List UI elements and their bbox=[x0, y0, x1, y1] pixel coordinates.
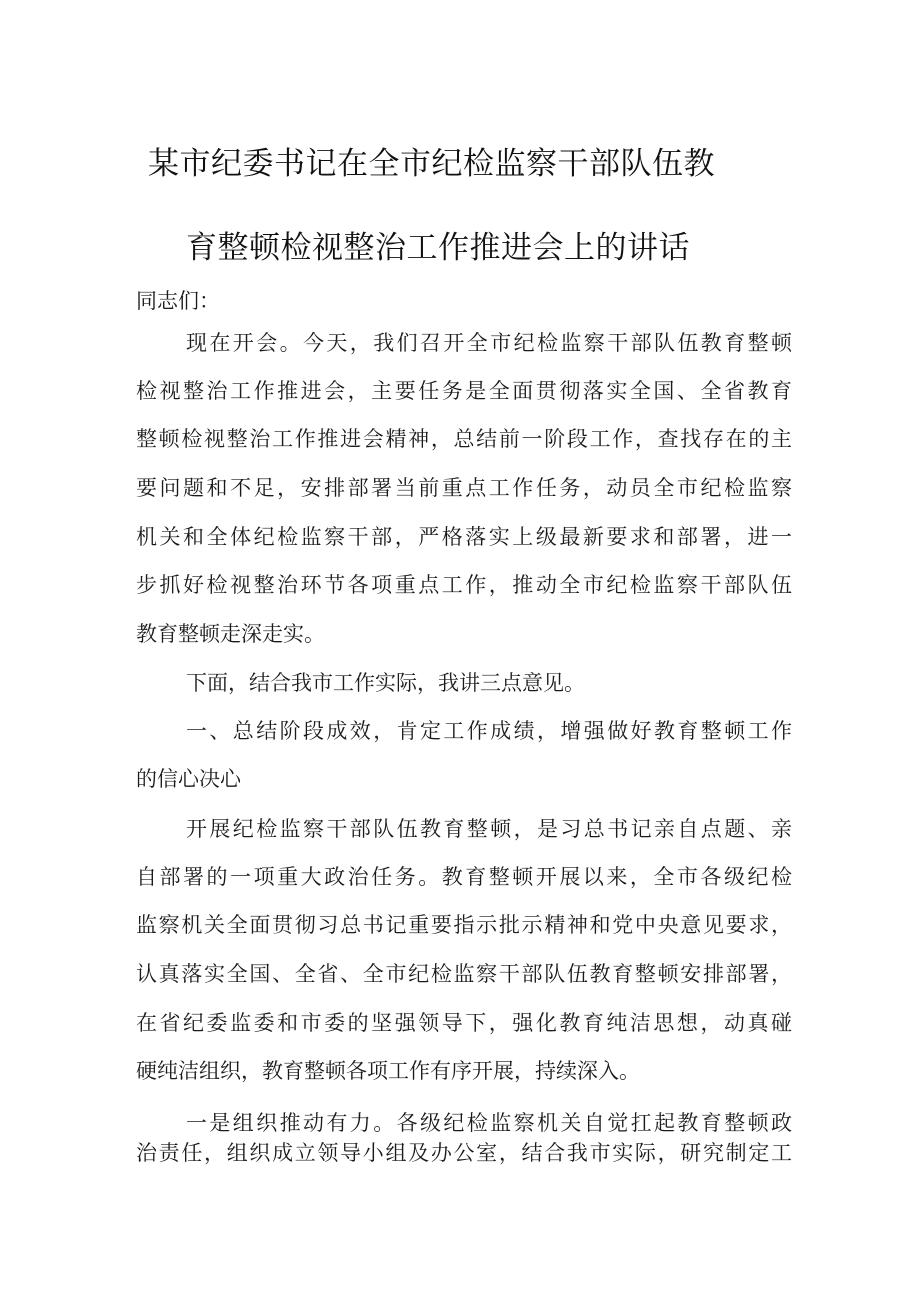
paragraph-line: 开展纪检监察干部队伍教育整顿，是习总书记亲自点题、亲 bbox=[186, 817, 792, 841]
paragraph-line: 硬纯洁组织，教育整顿各项工作有序开展，持续深入。 bbox=[136, 1059, 640, 1083]
paragraph-line: 步抓好检视整治环节各项重点工作，推动全市纪检监察干部队伍 bbox=[136, 573, 792, 597]
paragraph-line: 监察机关全面贯彻习总书记重要指示批示精神和党中央意见要求， bbox=[136, 913, 792, 937]
section-heading-line: 一、总结阶段成效，肯定工作成绩，增强做好教育整顿工作 bbox=[186, 719, 792, 743]
paragraph-line: 教育整顿走深走实。 bbox=[136, 622, 325, 646]
paragraph-line: 机关和全体纪检监察干部，严格落实上级最新要求和部署，进一 bbox=[136, 525, 792, 549]
section-heading-line: 的信心决心 bbox=[136, 767, 241, 791]
paragraph-line: 一是组织推动有力。各级纪检监察机关自觉扛起教育整顿政 bbox=[186, 1111, 792, 1135]
paragraph-line: 在省纪委监委和市委的坚强领导下，强化教育纯洁思想，动真碰 bbox=[136, 1011, 792, 1035]
paragraph-line: 认真落实全国、全省、全市纪检监察干部队伍教育整顿安排部署， bbox=[136, 962, 792, 986]
paragraph-line: 治责任，组织成立领导小组及办公室，结合我市实际，研究制定工 bbox=[136, 1141, 792, 1165]
document-title-line-1: 某市纪委书记在全市纪检监察干部队伍教 bbox=[148, 146, 715, 182]
salutation: 同志们： bbox=[136, 289, 220, 313]
paragraph-line: 自部署的一项重大政治任务。教育整顿开展以来，全市各级纪检 bbox=[136, 865, 792, 889]
paragraph-line: 检视整治工作推进会，主要任务是全面贯彻落实全国、全省教育 bbox=[136, 379, 792, 403]
paragraph-line: 整顿检视整治工作推进会精神，总结前一阶段工作，查找存在的主 bbox=[136, 427, 792, 451]
paragraph-line: 要问题和不足，安排部署当前重点工作任务，动员全市纪检监察 bbox=[136, 476, 792, 500]
paragraph-line: 下面，结合我市工作实际，我讲三点意见。 bbox=[186, 671, 585, 695]
document-title-line-2: 育整顿检视整治工作推进会上的讲话 bbox=[186, 230, 690, 266]
paragraph-line: 现在开会。今天，我们召开全市纪检监察干部队伍教育整顿 bbox=[186, 331, 792, 355]
